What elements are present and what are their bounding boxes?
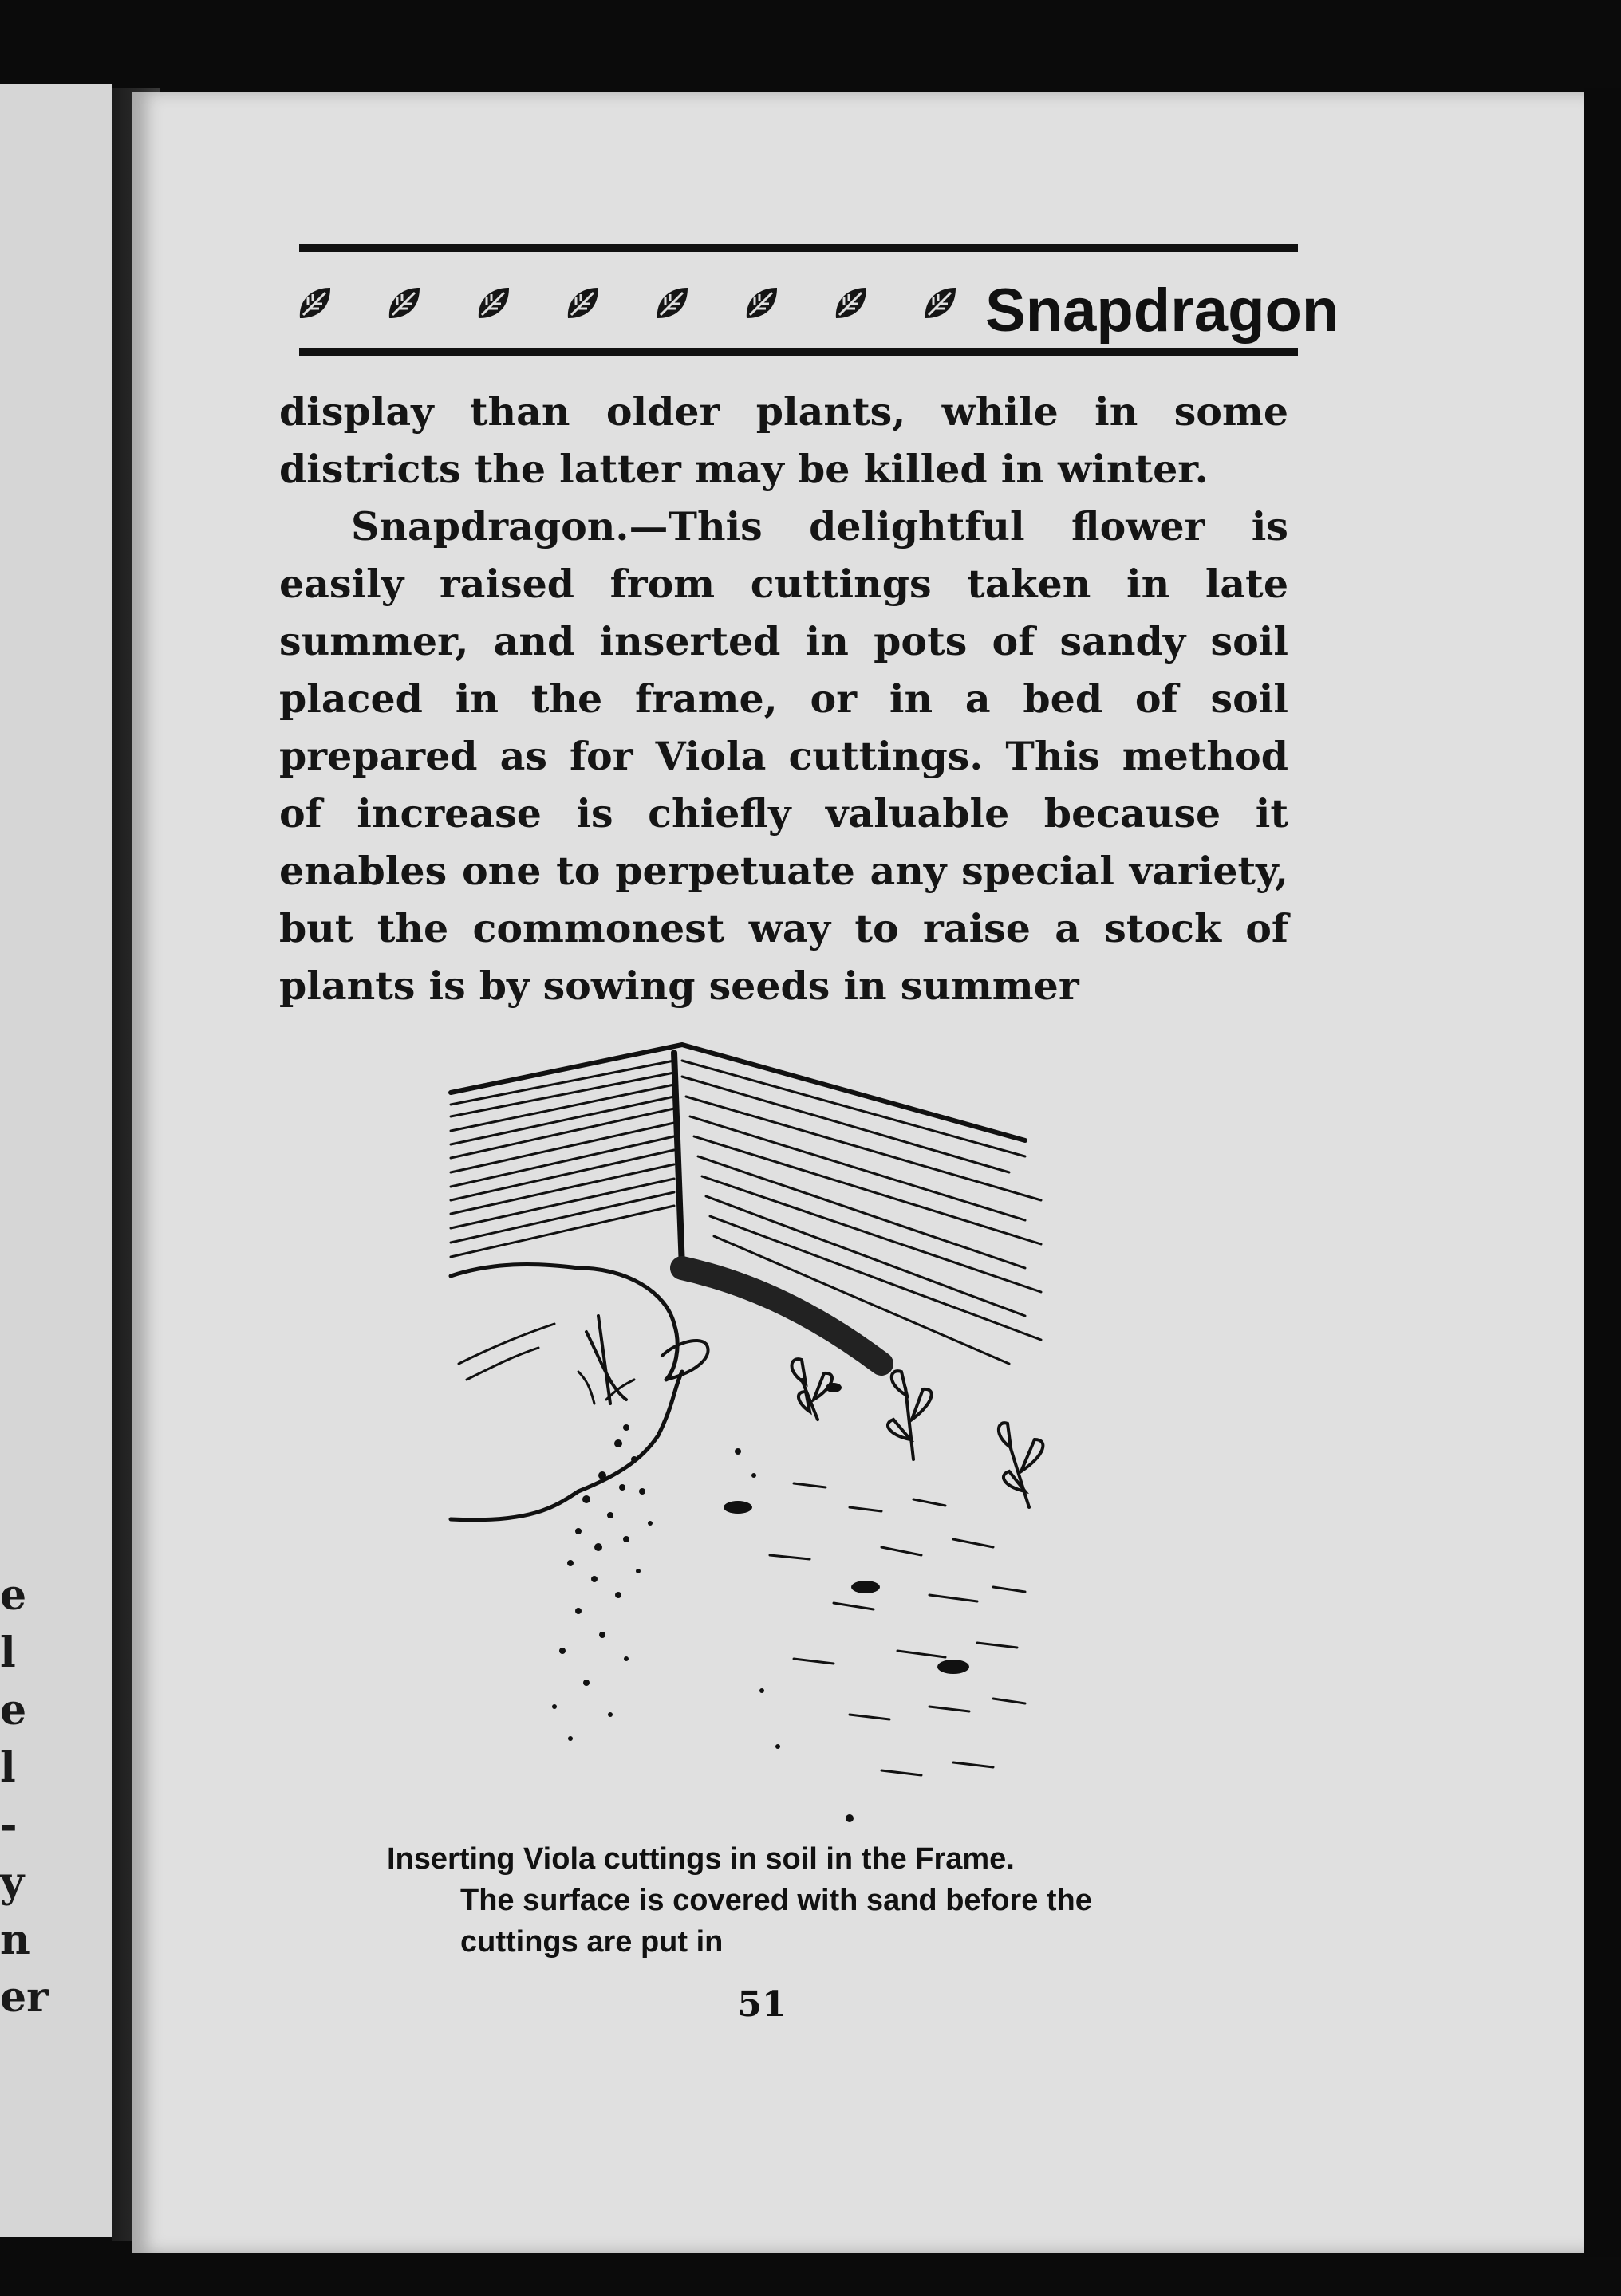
page-number: 51 [737, 1984, 787, 2025]
fragment: l [0, 1743, 16, 1792]
paragraph-lead: Snapdragon. [351, 503, 629, 549]
fragment: er [0, 1973, 49, 2022]
leaf-ornament-icon [563, 283, 603, 323]
figure-caption [387, 1838, 1129, 1963]
fragment: y [0, 1858, 25, 1907]
facing-page-text-fragments [0, 1567, 49, 2026]
body-text [279, 383, 1288, 1014]
leaf-ornament-icon [742, 283, 782, 323]
fragment: e [0, 1686, 27, 1735]
fragment: e [0, 1571, 27, 1620]
fragment: l [0, 1628, 16, 1677]
caption-line-1: Inserting Viola cuttings in soil in the Frame. [387, 1842, 1015, 1876]
paragraph-snapdragon [279, 498, 1288, 1014]
scan-border [1584, 88, 1621, 2257]
paragraph-continued: display than older plants, while in some districts the latter may be killed in winter. [279, 388, 1288, 492]
caption-line-2: The surface is covered with sand before the cuttings are put in [460, 1884, 1092, 1959]
leaf-ornament-icon [474, 283, 514, 323]
leaf-ornament-icon [295, 283, 335, 323]
leaf-ornament-icon [831, 283, 871, 323]
header-rule-bottom [299, 348, 1298, 356]
leaf-ornament-icon [653, 283, 692, 323]
leaf-ornament-icon [921, 283, 960, 323]
illustration-viola-cuttings [435, 1029, 1105, 1842]
leaf-ornament-icon [385, 283, 424, 323]
running-head: Snapdragon [985, 277, 1339, 345]
paragraph-text: —This delightful flower is easily raised from cuttings taken in late summer, and inserted in pots of sandy soil placed in the frame, or in a bed of soil prepared as for Viola cuttings. This method of increase is chiefly valuable because it enables one to perpetuate any special variety, but the commonest way to raise a stock of plants is by sowing seeds in summer [279, 503, 1288, 1009]
facing-page-edge [0, 84, 112, 2237]
header-rule-top [299, 244, 1298, 252]
fragment: - [0, 1801, 18, 1849]
fragment: n [0, 1916, 30, 1964]
header-ornament-row [295, 271, 981, 335]
